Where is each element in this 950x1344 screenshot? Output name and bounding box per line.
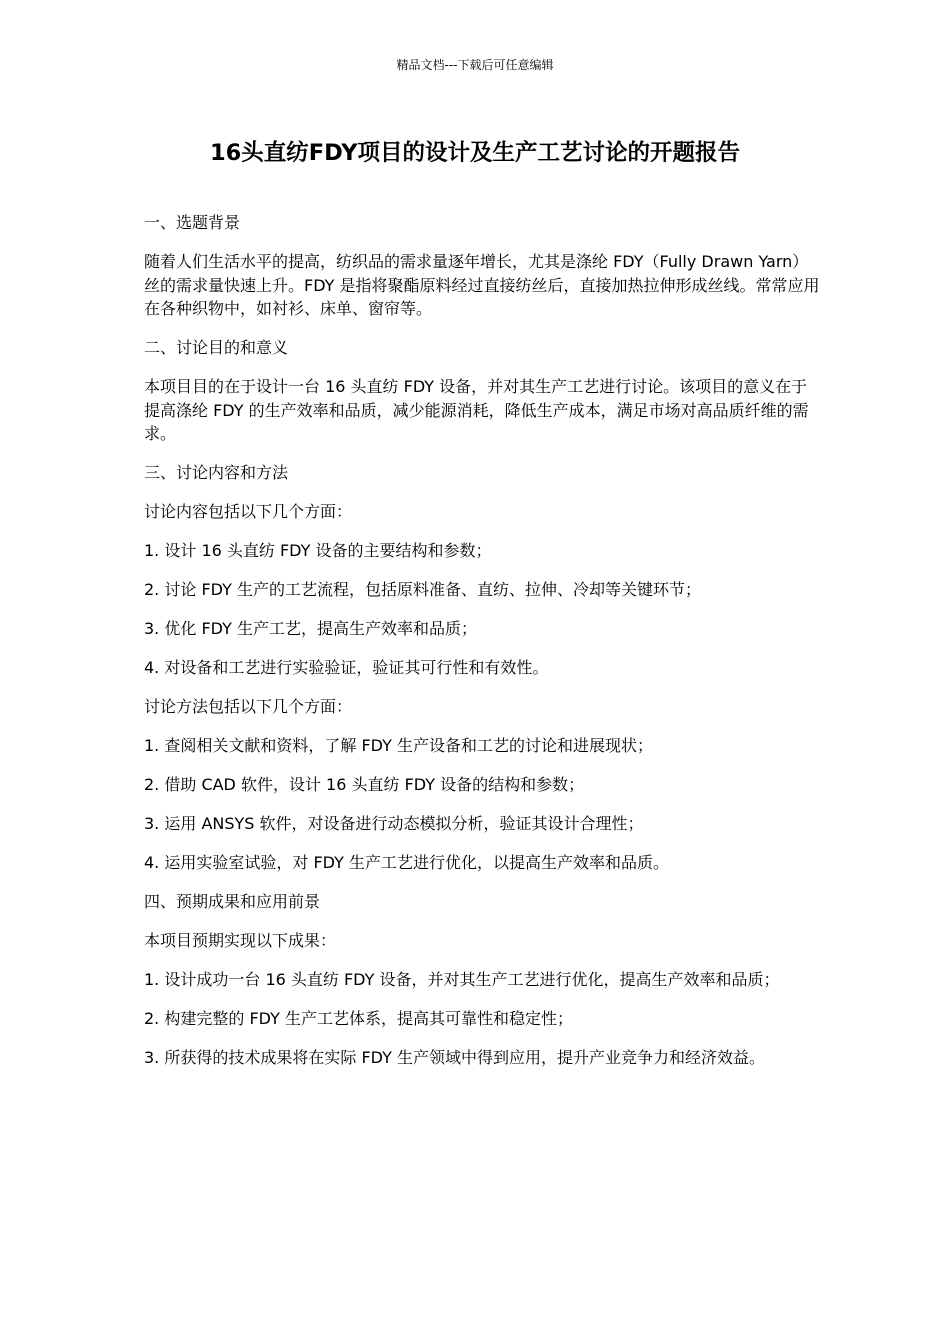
- list-item: 3. 所获得的技术成果将在实际 FDY 生产领域中得到应用，提升产业竞争力和经济效益。: [144, 1048, 765, 1067]
- list-item: 4. 对设备和工艺进行实验验证，验证其可行性和有效性。: [144, 658, 549, 677]
- list-item: 1. 查阅相关文献和资料，了解 FDY 生产设备和工艺的讨论和进展现状；: [144, 736, 653, 755]
- list-item: 2. 构建完整的 FDY 生产工艺体系，提高其可靠性和稳定性；: [144, 1009, 573, 1028]
- paragraph-method-intro: 讨论方法包括以下几个方面：: [144, 697, 353, 716]
- section-heading-content-method: 三、讨论内容和方法: [144, 463, 289, 482]
- list-item: 3. 运用 ANSYS 软件，对设备进行动态模拟分析，验证其设计合理性；: [144, 814, 644, 833]
- page-header: 精品文档---下载后可任意编辑: [396, 58, 554, 72]
- section-heading-background: 一、选题背景: [144, 213, 241, 232]
- list-item: 1. 设计 16 头直纺 FDY 设备的主要结构和参数；: [144, 541, 492, 560]
- document-body: [144, 211, 820, 1085]
- list-item: 4. 运用实验室试验，对 FDY 生产工艺进行优化，以提高生产效率和品质。: [144, 853, 669, 872]
- list-item: 3. 优化 FDY 生产工艺，提高生产效率和品质；: [144, 619, 477, 638]
- paragraph-purpose: 本项目目的在于设计一台 16 头直纺 FDY 设备，并对其生产工艺进行讨论。该项目的意义在于提高涤纶 FDY 的生产效率和品质，减少能源消耗，降低生产成本，满足市场对高品质纤维的需求。: [144, 377, 809, 443]
- paragraph-background: 随着人们生活水平的提高，纺织品的需求量逐年增长，尤其是涤纶 FDY（Fully Drawn Yarn）丝的需求量快速上升。FDY 是指将聚酯原料经过直接纺丝后，直接加热拉伸形成丝线。常常应用在各种织物中，如衬衫、床单、窗帘等。: [144, 252, 820, 318]
- list-item: 1. 设计成功一台 16 头直纺 FDY 设备，并对其生产工艺进行优化，提高生产效率和品质；: [144, 970, 780, 989]
- paragraph-content-intro: 讨论内容包括以下几个方面：: [144, 502, 353, 521]
- list-item: 2. 讨论 FDY 生产的工艺流程，包括原料准备、直纺、拉伸、冷却等关键环节；: [144, 580, 701, 599]
- section-heading-purpose: 二、讨论目的和意义: [144, 338, 289, 357]
- paragraph-outcomes-intro: 本项目预期实现以下成果：: [144, 931, 337, 950]
- document-title: 16头直纺FDY项目的设计及生产工艺讨论的开题报告: [209, 140, 740, 166]
- section-heading-outcomes: 四、预期成果和应用前景: [144, 892, 321, 911]
- list-item: 2. 借助 CAD 软件，设计 16 头直纺 FDY 设备的结构和参数；: [144, 775, 585, 794]
